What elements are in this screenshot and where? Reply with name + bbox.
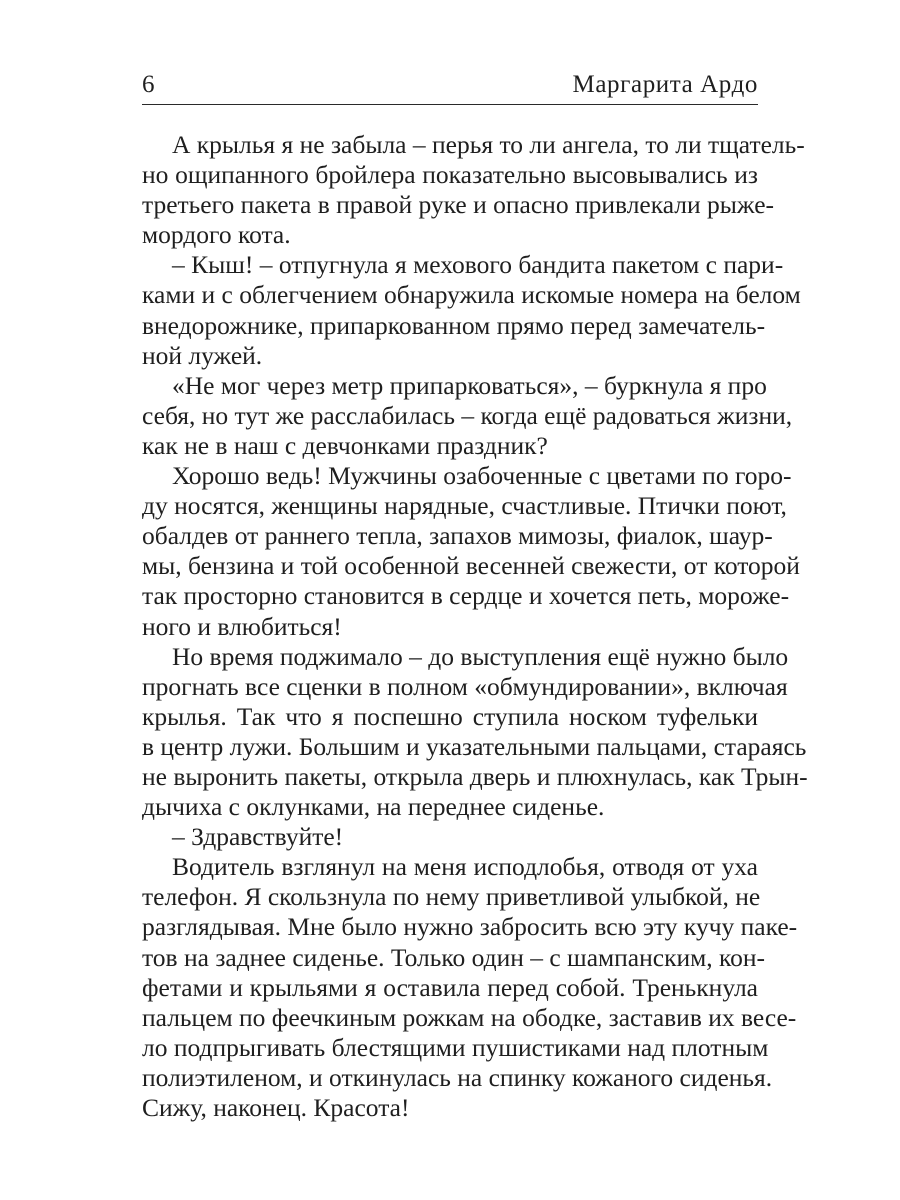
body-text (142, 130, 808, 1123)
text-line: мы, бензина и той особенной весенней свежести, от которой (142, 551, 800, 581)
text-line: – Кыш! – отпугнула я мехового бандита пакетом с пари- (172, 250, 784, 280)
paragraph-6 (142, 822, 758, 852)
paragraph-7 (142, 852, 798, 1123)
paragraph-2 (142, 250, 801, 370)
running-header-author: Маргарита Ардо (572, 71, 758, 98)
paragraph-4 (142, 461, 800, 642)
text-line: А крылья я не забыла – перья то ли ангела, то ли тщатель- (172, 130, 805, 159)
text-line: внедорожнике, припаркованном прямо перед замечатель- (142, 310, 766, 340)
text-line: мордого кота. (142, 220, 291, 250)
paragraph-1 (142, 130, 805, 250)
text-line: ду носятся, женщины нарядные, счастливые. Птички поют, (142, 491, 787, 521)
running-header (142, 70, 758, 105)
text-line: ной лужей. (142, 340, 263, 370)
text-line: как не в наш с девчонками праздник? (142, 430, 548, 460)
text-line: прогнать все сценки в полном «обмундировании», включая (142, 671, 788, 701)
text-line: ками и с облегчением обнаружила искомые номера на белом (142, 280, 801, 310)
text-line: себя, но тут же расслабилась – когда ещё радоваться жизни, (142, 400, 793, 430)
text-line: Но время поджимало – до выступления ещё нужно было (172, 641, 789, 671)
text-line: – Здравствуйте! (172, 822, 344, 852)
text-line: крылья. Так что я поспешно ступила носком туфельки (142, 701, 758, 731)
text-line: Водитель взглянул на меня исподлобья, отводя от уха (172, 852, 758, 882)
text-line: пальцем по феечкиным рожкам на ободке, заставив их весе- (142, 1002, 797, 1032)
text-line: дычиха с оклунками, на переднее сиденье. (142, 792, 605, 822)
text-line: Хорошо ведь! Мужчины озабоченные с цветами по горо- (172, 461, 792, 491)
text-line: но ощипанного бройлера показательно высовывались из (142, 160, 758, 190)
paragraph-5 (142, 641, 808, 823)
text-line: ло подпрыгивать блестящими пушистиками над плотным (142, 1032, 769, 1062)
text-line: фетами и крыльями я оставила перед собой. Тренькнула (142, 972, 758, 1002)
text-line: ного и влюбиться! (142, 611, 342, 641)
text-line: тов на заднее сиденье. Только один – с шампанским, кон- (142, 942, 765, 972)
text-line: в центр лужи. Большим и указательными пальцами, стараясь (142, 731, 807, 761)
text-line: телефон. Я скользнула по нему приветливой улыбкой, не (142, 882, 761, 912)
text-line: «Не мог через метр припарковаться», – буркнула я про (172, 370, 767, 400)
text-line: обалдев от раннего тепла, запахов мимозы, фиалок, шаур- (142, 521, 773, 551)
text-line: Сижу, наконец. Красота! (142, 1093, 410, 1122)
text-line: не выронить пакеты, открыла дверь и плюхнулась, как Трын- (142, 761, 808, 791)
page-number: 6 (142, 71, 155, 98)
paragraph-3 (142, 370, 793, 461)
text-line: третьего пакета в правой руке и опасно привлекали рыже- (142, 190, 775, 220)
text-line: полиэтиленом, и откинулась на спинку кожаного сиденья. (142, 1062, 773, 1092)
text-line: разглядывая. Мне было нужно забросить всю эту кучу паке- (142, 912, 798, 942)
text-line: так просторно становится в сердце и хочется петь, мороже- (142, 581, 790, 611)
